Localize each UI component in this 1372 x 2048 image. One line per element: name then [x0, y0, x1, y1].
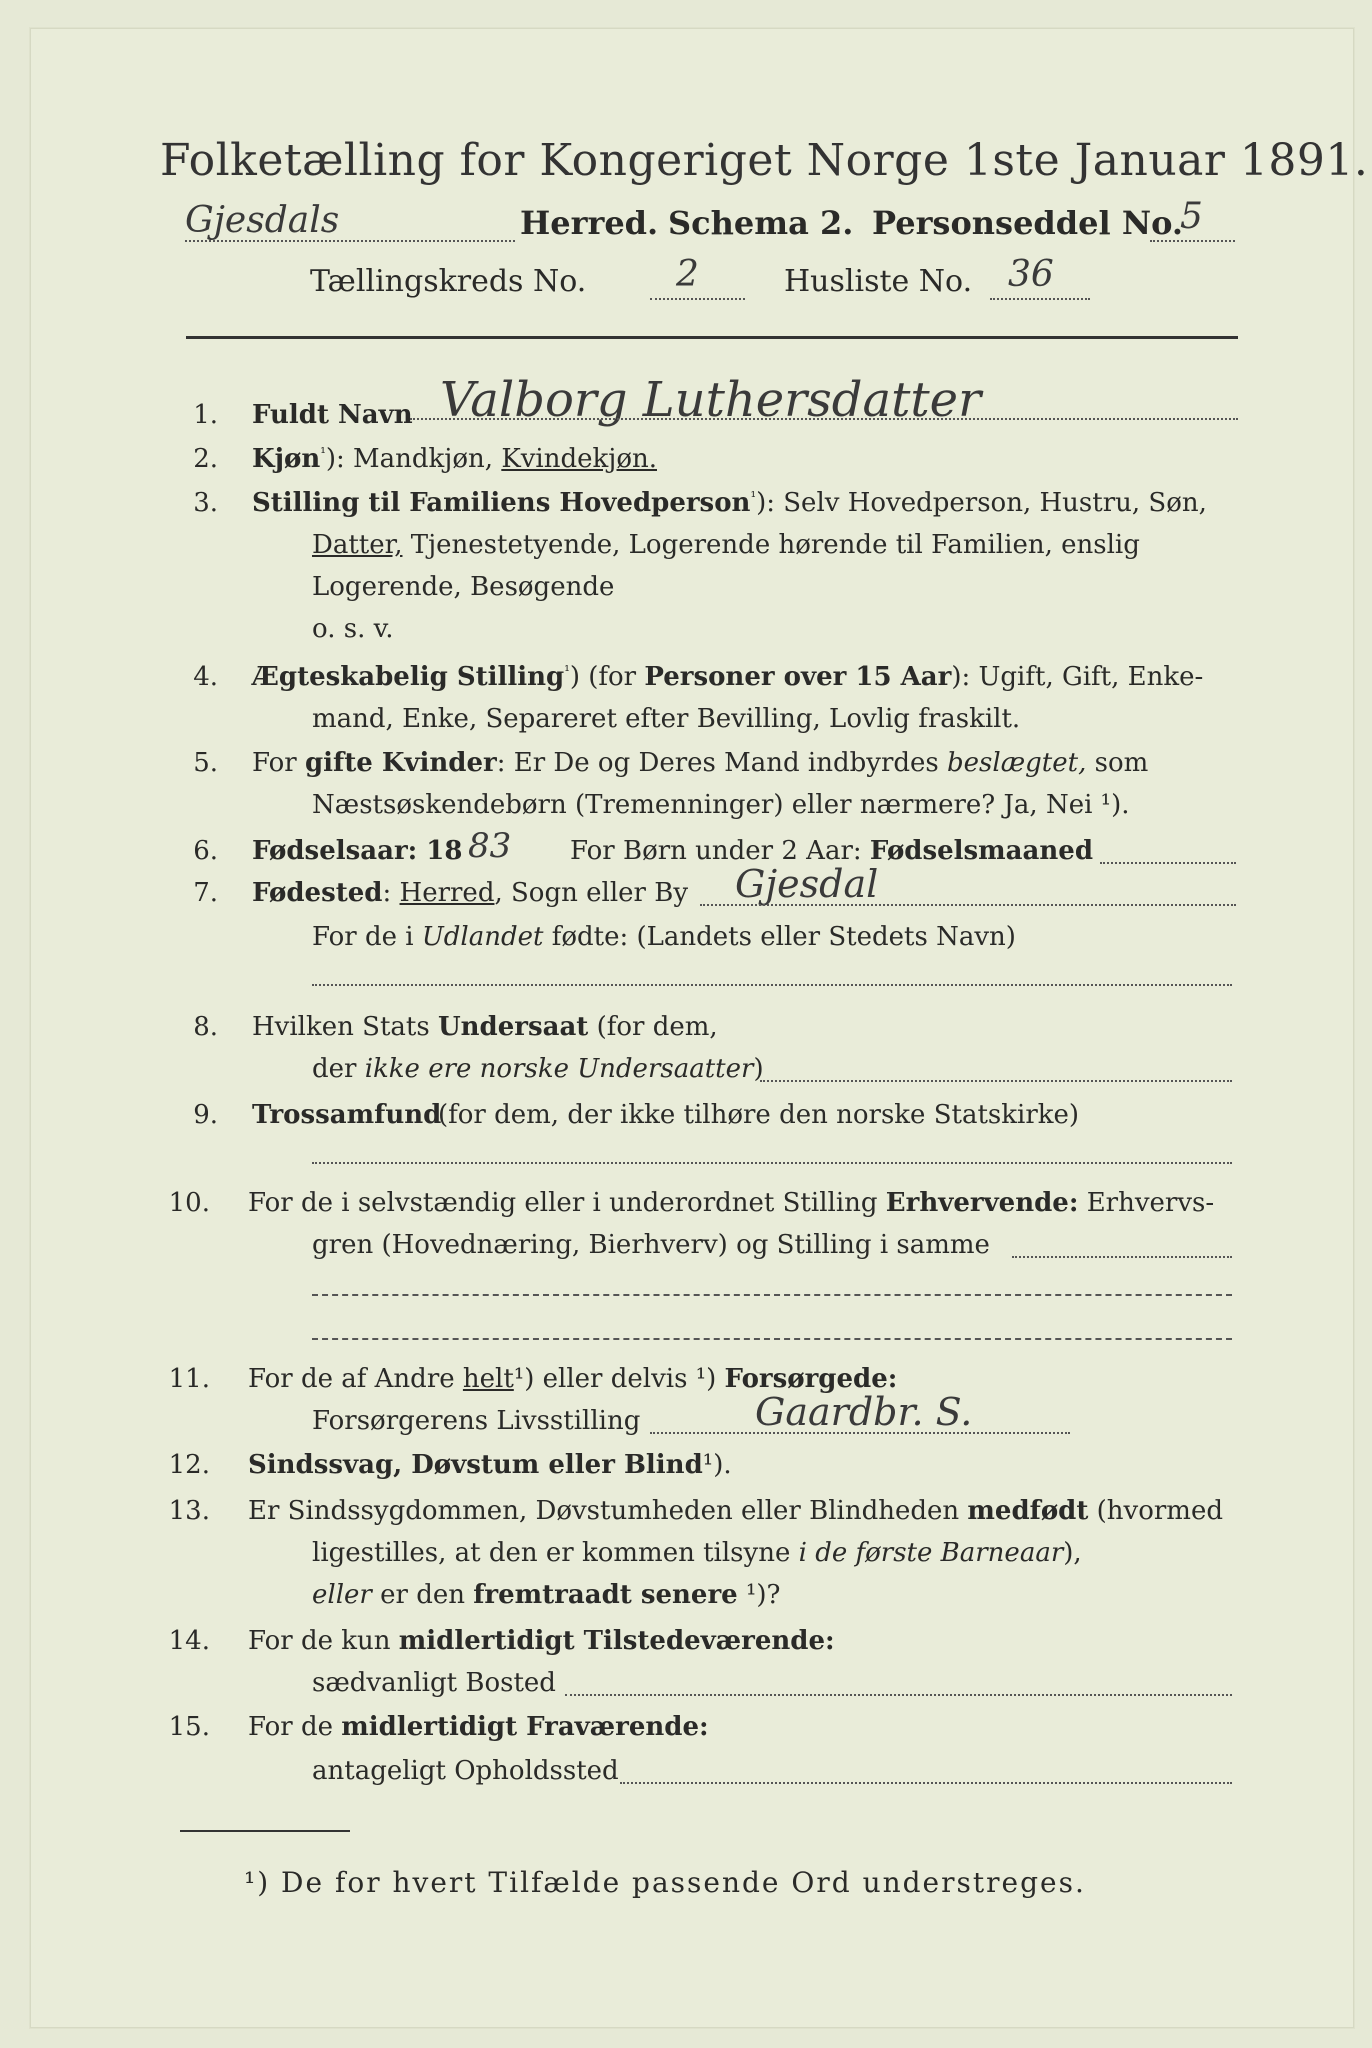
husliste-dotline	[990, 298, 1090, 300]
q13-line3: eller er den fremtraadt senere ¹)?	[312, 1580, 781, 1610]
q9-label: Trossamfund	[252, 1100, 442, 1130]
q3-line4: o. s. v.	[312, 614, 394, 644]
header-rule	[186, 336, 1238, 339]
q3-number: 3.	[193, 488, 218, 518]
q8-number: 8.	[193, 1012, 218, 1042]
q7-number: 7.	[193, 878, 218, 908]
q4-number: 4.	[193, 662, 218, 692]
q7-line2: For de i Udlandet fødte: (Landets eller Stedets Navn)	[312, 922, 1016, 952]
q4-line2: mand, Enke, Separeret efter Bevilling, Lovlig fraskilt.	[312, 704, 1021, 734]
q13-number: 13.	[168, 1496, 210, 1526]
q7-dotline2	[312, 984, 1232, 986]
q9-dotline	[312, 1162, 1232, 1164]
q3-line1: Stilling til Familiens Hovedperson$^{^1}$): Selv Hovedperson, Hustru, Søn,	[252, 488, 1207, 518]
q10-dotline1	[1012, 1256, 1232, 1258]
q11-line2: Forsørgerens Livsstilling	[312, 1406, 641, 1436]
q10-dotline3	[312, 1338, 1232, 1340]
herred-value: Gjesdals	[185, 200, 340, 241]
q15-dotline	[620, 1782, 1232, 1784]
q6-year-value: 83	[468, 826, 512, 866]
q3-line2: Datter, Tjenestetyende, Logerende hørende til Familien, enslig	[312, 530, 1140, 560]
q3-line3: Logerende, Besøgende	[312, 572, 615, 602]
schema-label: Schema 2.	[668, 204, 854, 242]
kreds-value: 2	[676, 254, 699, 295]
q1-label: Fuldt Navn	[252, 400, 413, 430]
form-title: Folketælling for Kongeriget Norge 1ste Januar 1891.	[160, 135, 1369, 186]
q1-dotline	[410, 418, 1238, 420]
husliste-value: 36	[1008, 254, 1054, 295]
q5-number: 5.	[193, 748, 218, 778]
q8-line1: Hvilken Stats Undersaat (for dem,	[252, 1012, 718, 1042]
personseddel-label: Personseddel No.	[872, 204, 1183, 242]
personseddel-value: 5	[1180, 196, 1203, 237]
q11-provider-value: Gaardbr. S.	[755, 1390, 973, 1434]
q7-line1: Fødested: Herred, Sogn eller By	[252, 878, 689, 908]
personseddel-dotline	[1150, 240, 1235, 242]
herred-dotline	[185, 240, 515, 242]
q14-line2: sædvanligt Bosted	[312, 1668, 556, 1698]
q9-text: (for dem, der ikke tilhøre den norske Statskirke)	[438, 1100, 1080, 1130]
q6-number: 6.	[193, 836, 218, 866]
q8-dotline	[760, 1080, 1232, 1082]
footnote-rule	[180, 1830, 350, 1832]
q10-line1: For de i selvstændig eller i underordnet Stilling Erhvervende: Erhvervs-	[248, 1188, 1215, 1218]
q4-line1: Ægteskabelig Stilling$^{^1}$) (for Personer over 15 Aar): Ugift, Gift, Enke-	[252, 662, 1204, 692]
q7-birthplace-value: Gjesdal	[735, 862, 879, 906]
q13-line2: ligestilles, at den er kommen tilsyne i de første Barneaar),	[312, 1538, 1082, 1568]
q2-number: 2.	[193, 444, 218, 474]
q6-dotline	[1100, 862, 1236, 864]
q13-line1: Er Sindssygdommen, Døvstumheden eller Blindheden medfødt (hvormed	[248, 1496, 1223, 1526]
q14-dotline	[565, 1694, 1232, 1696]
q10-line2: gren (Hovednæring, Bierhverv) og Stilling i samme	[312, 1230, 990, 1260]
q5-line1: For gifte Kvinder: Er De og Deres Mand indbyrdes beslægtet, som	[252, 748, 1149, 778]
q15-line1: For de midlertidigt Fraværende:	[248, 1712, 709, 1742]
q11-line1: For de af Andre helt¹) eller delvis ¹) Forsørgede:	[248, 1364, 898, 1394]
q6-label: Fødselsaar: 18	[252, 836, 463, 866]
q14-line1: For de kun midlertidigt Tilstedeværende:	[248, 1626, 835, 1656]
q15-number: 15.	[168, 1712, 210, 1742]
q12-number: 12.	[168, 1450, 210, 1480]
q14-number: 14.	[168, 1626, 210, 1656]
q8-line2: der ikke ere norske Undersaatter)	[312, 1054, 764, 1084]
q10-number: 10.	[168, 1188, 210, 1218]
husliste-label: Husliste No.	[784, 264, 973, 299]
q2-line: Kjøn$^{^1}$): Mandkjøn, Kvindekjøn.	[252, 444, 657, 474]
kreds-label: Tællingskreds No.	[310, 264, 587, 299]
q11-number: 11.	[168, 1364, 210, 1394]
footnote-text: ¹) De for hvert Tilfælde passende Ord understreges.	[244, 1866, 1086, 1899]
q9-number: 9.	[193, 1100, 218, 1130]
q11-dotline	[650, 1432, 1070, 1434]
q1-name-value: Valborg Luthersdatter	[440, 372, 982, 428]
q12-line: Sindssvag, Døvstum eller Blind¹).	[248, 1450, 732, 1480]
q5-line2: Næstsøskendebørn (Tremenninger) eller nærmere? Ja, Nei ¹).	[312, 790, 1130, 820]
q1-number: 1.	[193, 400, 218, 430]
q6-text: For Børn under 2 Aar: Fødselsmaaned	[570, 836, 1094, 866]
q7-dotline	[700, 904, 1236, 906]
q15-line2: antageligt Opholdssted	[312, 1756, 619, 1786]
kreds-dotline	[650, 298, 745, 300]
herred-label: Herred.	[520, 204, 659, 242]
q10-dotline2	[312, 1294, 1232, 1296]
